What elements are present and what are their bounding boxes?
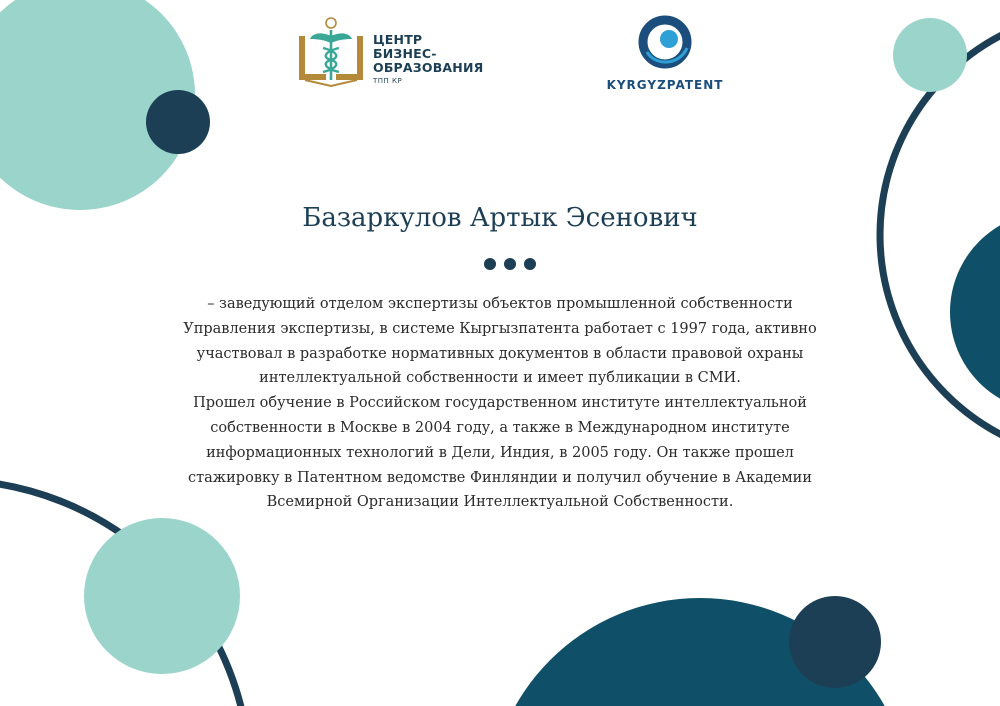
ellipsis-separator-icon xyxy=(484,258,536,272)
biography-text xyxy=(150,292,850,515)
bio-line: Прошел обучение в Российском государственном институте интеллектуальной xyxy=(193,395,807,412)
logo-left-line-1: ЦЕНТР xyxy=(373,32,423,47)
logo-left-line-3: ОБРАЗОВАНИЯ xyxy=(373,60,484,75)
kyrgyzpatent-logo xyxy=(590,12,740,94)
bio-line: Всемирной Организации Интеллектуальной Собственности. xyxy=(266,494,734,511)
navy-dot-bottom-right xyxy=(789,596,881,688)
navy-dot-top-left xyxy=(146,90,210,154)
bio-line: информационных технологий в Дели, Индия, в 2005 году. Он также прошел xyxy=(206,444,794,461)
person-name: Базаркулов Артык Эсенович xyxy=(302,203,698,233)
logo-left-subtitle: ТПП КР xyxy=(373,77,403,85)
bio-line: – заведующий отделом экспертизы объектов промышленной собственности xyxy=(207,296,793,312)
mint-circle-top-right xyxy=(893,18,967,92)
kyrgyzpatent-wordmark: KYRGYZPATENT xyxy=(606,78,724,92)
separator-dot xyxy=(504,258,516,270)
kyrgyzpatent-emblem-icon xyxy=(635,12,695,72)
bio-line: стажировку в Патентном ведомстве Финляндии и получил обучение в Академии xyxy=(188,469,812,486)
bio-line: собственности в Москве в 2004 году, а также в Международном институте xyxy=(210,419,790,436)
bio-line: участвовал в разработке нормативных документов в области правовой охраны xyxy=(196,345,804,362)
caduceus-book-emblem-icon xyxy=(293,12,369,88)
bio-line: Управления экспертизы, в системе Кыргызпатента работает с 1997 года, активно xyxy=(183,320,817,337)
bio-line: интеллектуальной собственности и имеет публикации в СМИ. xyxy=(259,370,741,387)
mint-circle-bottom-left xyxy=(84,518,240,674)
teal-circle-right xyxy=(950,212,1000,412)
business-education-center-logo xyxy=(293,12,493,88)
logo-left-text xyxy=(373,33,483,75)
separator-dot xyxy=(484,258,496,270)
logo-left-line-2: БИЗНЕС- xyxy=(373,46,437,61)
separator-dot xyxy=(524,258,536,270)
